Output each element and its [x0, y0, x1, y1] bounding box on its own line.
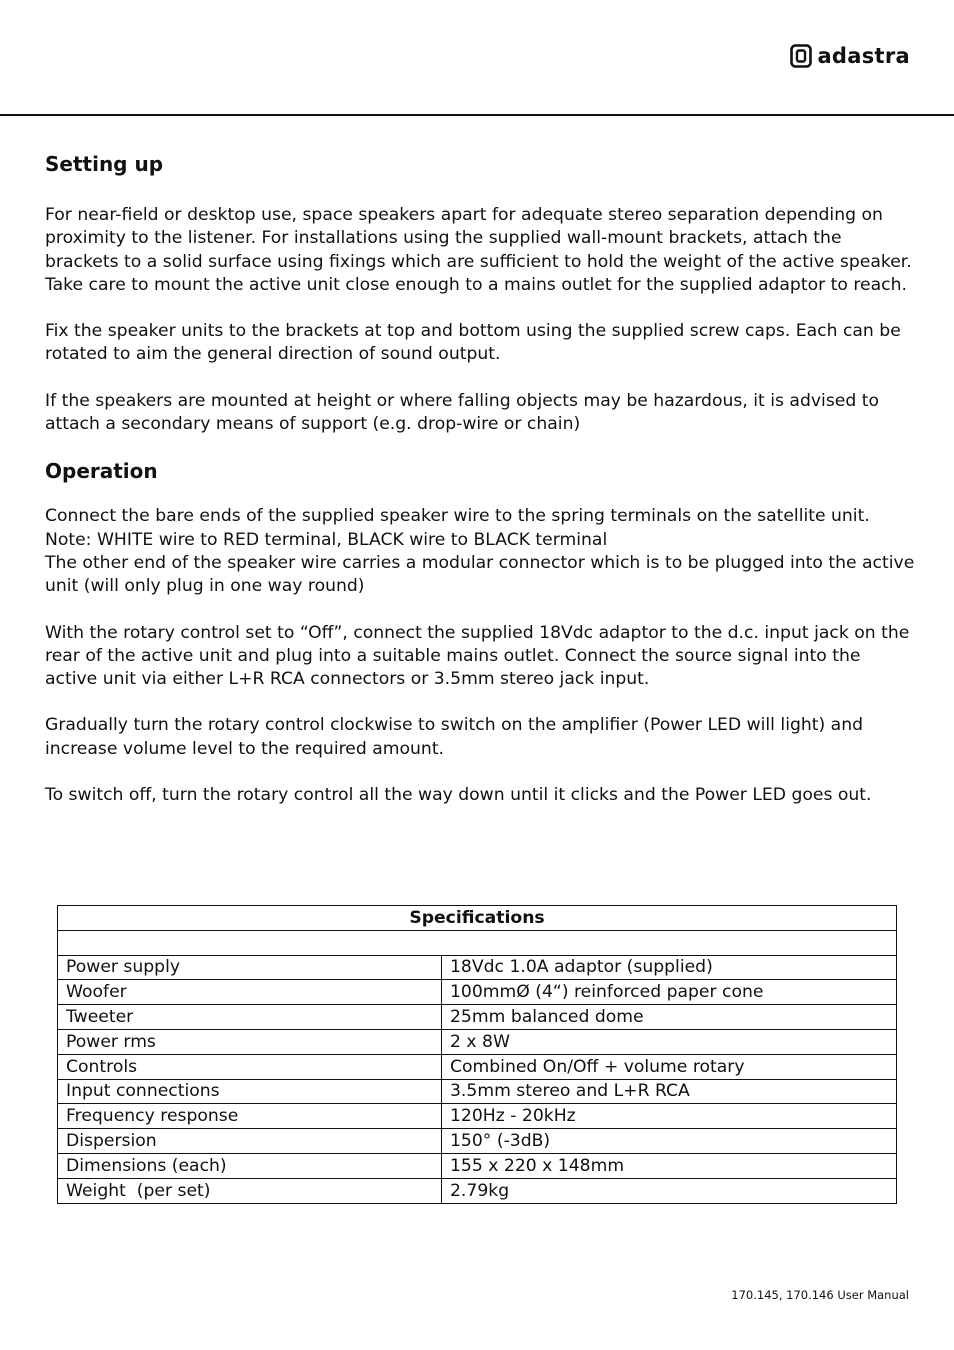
spec-value: 25mm balanced dome	[442, 1005, 897, 1030]
table-row	[58, 955, 897, 980]
spec-value: 2 x 8W	[442, 1029, 897, 1054]
spec-value: 3.5mm stereo and L+R RCA	[442, 1079, 897, 1104]
table-row	[58, 1005, 897, 1030]
spec-param: Woofer	[58, 980, 442, 1005]
setup-paragraph-1: For near-field or desktop use, space speakers apart for adequate stereo separation depending on proximity to the listener. For installations using the supplied wall-mount brackets, attach the brackets to a solid surface using fixings which are sufficient to hold the weight of the active speaker. Take care to mount the active unit close enough to a mains outlet for the supplied adaptor to reach.	[45, 205, 912, 295]
spec-param: Tweeter	[58, 1005, 442, 1030]
spec-param: Input connections	[58, 1079, 442, 1104]
footer-document-title: 170.145, 170.146 User Manual	[731, 1288, 909, 1302]
operation-paragraph-4: Gradually turn the rotary control clockwise to switch on the amplifier (Power LED will light) and increase volume level to the required amount.	[45, 715, 864, 759]
spec-value: 120Hz - 20kHz	[442, 1104, 897, 1129]
brand-logo	[790, 44, 910, 68]
header-divider	[0, 114, 954, 116]
table-row	[58, 1129, 897, 1154]
specifications-table	[57, 905, 897, 1204]
spec-param: Dimensions (each)	[58, 1153, 442, 1178]
operation-paragraph-1: Connect the bare ends of the supplied speaker wire to the spring terminals on the satellite unit.	[45, 506, 870, 527]
table-row	[58, 1153, 897, 1178]
spec-value: 18Vdc 1.0A adaptor (supplied)	[442, 955, 897, 980]
operation-note: Note: WHITE wire to RED terminal, BLACK wire to BLACK terminal	[45, 529, 608, 550]
operation-paragraph-2: The other end of the speaker wire carries a modular connector which is to be plugged into the active unit (will only plug in one way round)	[45, 552, 915, 597]
operation-paragraph-5: To switch off, turn the rotary control all the way down until it clicks and the Power LED goes out.	[45, 785, 872, 806]
table-row	[58, 1054, 897, 1079]
adastra-logo-icon	[790, 44, 812, 68]
setup-paragraph-3: If the speakers are mounted at height or where falling objects may be hazardous, it is advised to attach a secondary means of support (e.g. drop-wire or chain)	[45, 390, 879, 435]
spec-param: Dispersion	[58, 1129, 442, 1154]
spec-param: Controls	[58, 1054, 442, 1079]
table-row	[58, 1029, 897, 1054]
table-row	[58, 1079, 897, 1104]
spec-value: 155 x 220 x 148mm	[442, 1153, 897, 1178]
spec-value: 100mmØ (4“) reinforced paper cone	[442, 980, 897, 1005]
spec-param: Weight (per set)	[58, 1178, 442, 1203]
table-spacer-cell	[58, 930, 897, 955]
spec-value: Combined On/Off + volume rotary	[442, 1054, 897, 1079]
table-spacer-row	[58, 930, 897, 955]
spec-param: Power rms	[58, 1029, 442, 1054]
spec-param: Power supply	[58, 955, 442, 980]
spec-value: 150° (-3dB)	[442, 1129, 897, 1154]
main-content	[45, 151, 915, 807]
table-title-row	[58, 906, 897, 931]
section-heading-setting-up: Setting up	[45, 152, 164, 176]
specifications-title: Specifications	[58, 906, 897, 931]
table-row	[58, 980, 897, 1005]
operation-paragraph-3: With the rotary control set to “Off”, connect the supplied 18Vdc adaptor to the d.c. input jack on the rear of the active unit and plug into a suitable mains outlet. Connect the source signal into the active unit via either L+R RCA connectors or 3.5mm stereo jack input.	[45, 622, 910, 690]
table-row	[58, 1104, 897, 1129]
section-heading-operation: Operation	[45, 459, 158, 484]
spec-value: 2.79kg	[442, 1178, 897, 1203]
table-row	[58, 1178, 897, 1203]
brand-name: adastra	[817, 44, 910, 68]
spec-param: Frequency response	[58, 1104, 442, 1129]
setup-paragraph-2: Fix the speaker units to the brackets at top and bottom using the supplied screw caps. Each can be rotated to aim the general direction of sound output.	[45, 321, 901, 365]
